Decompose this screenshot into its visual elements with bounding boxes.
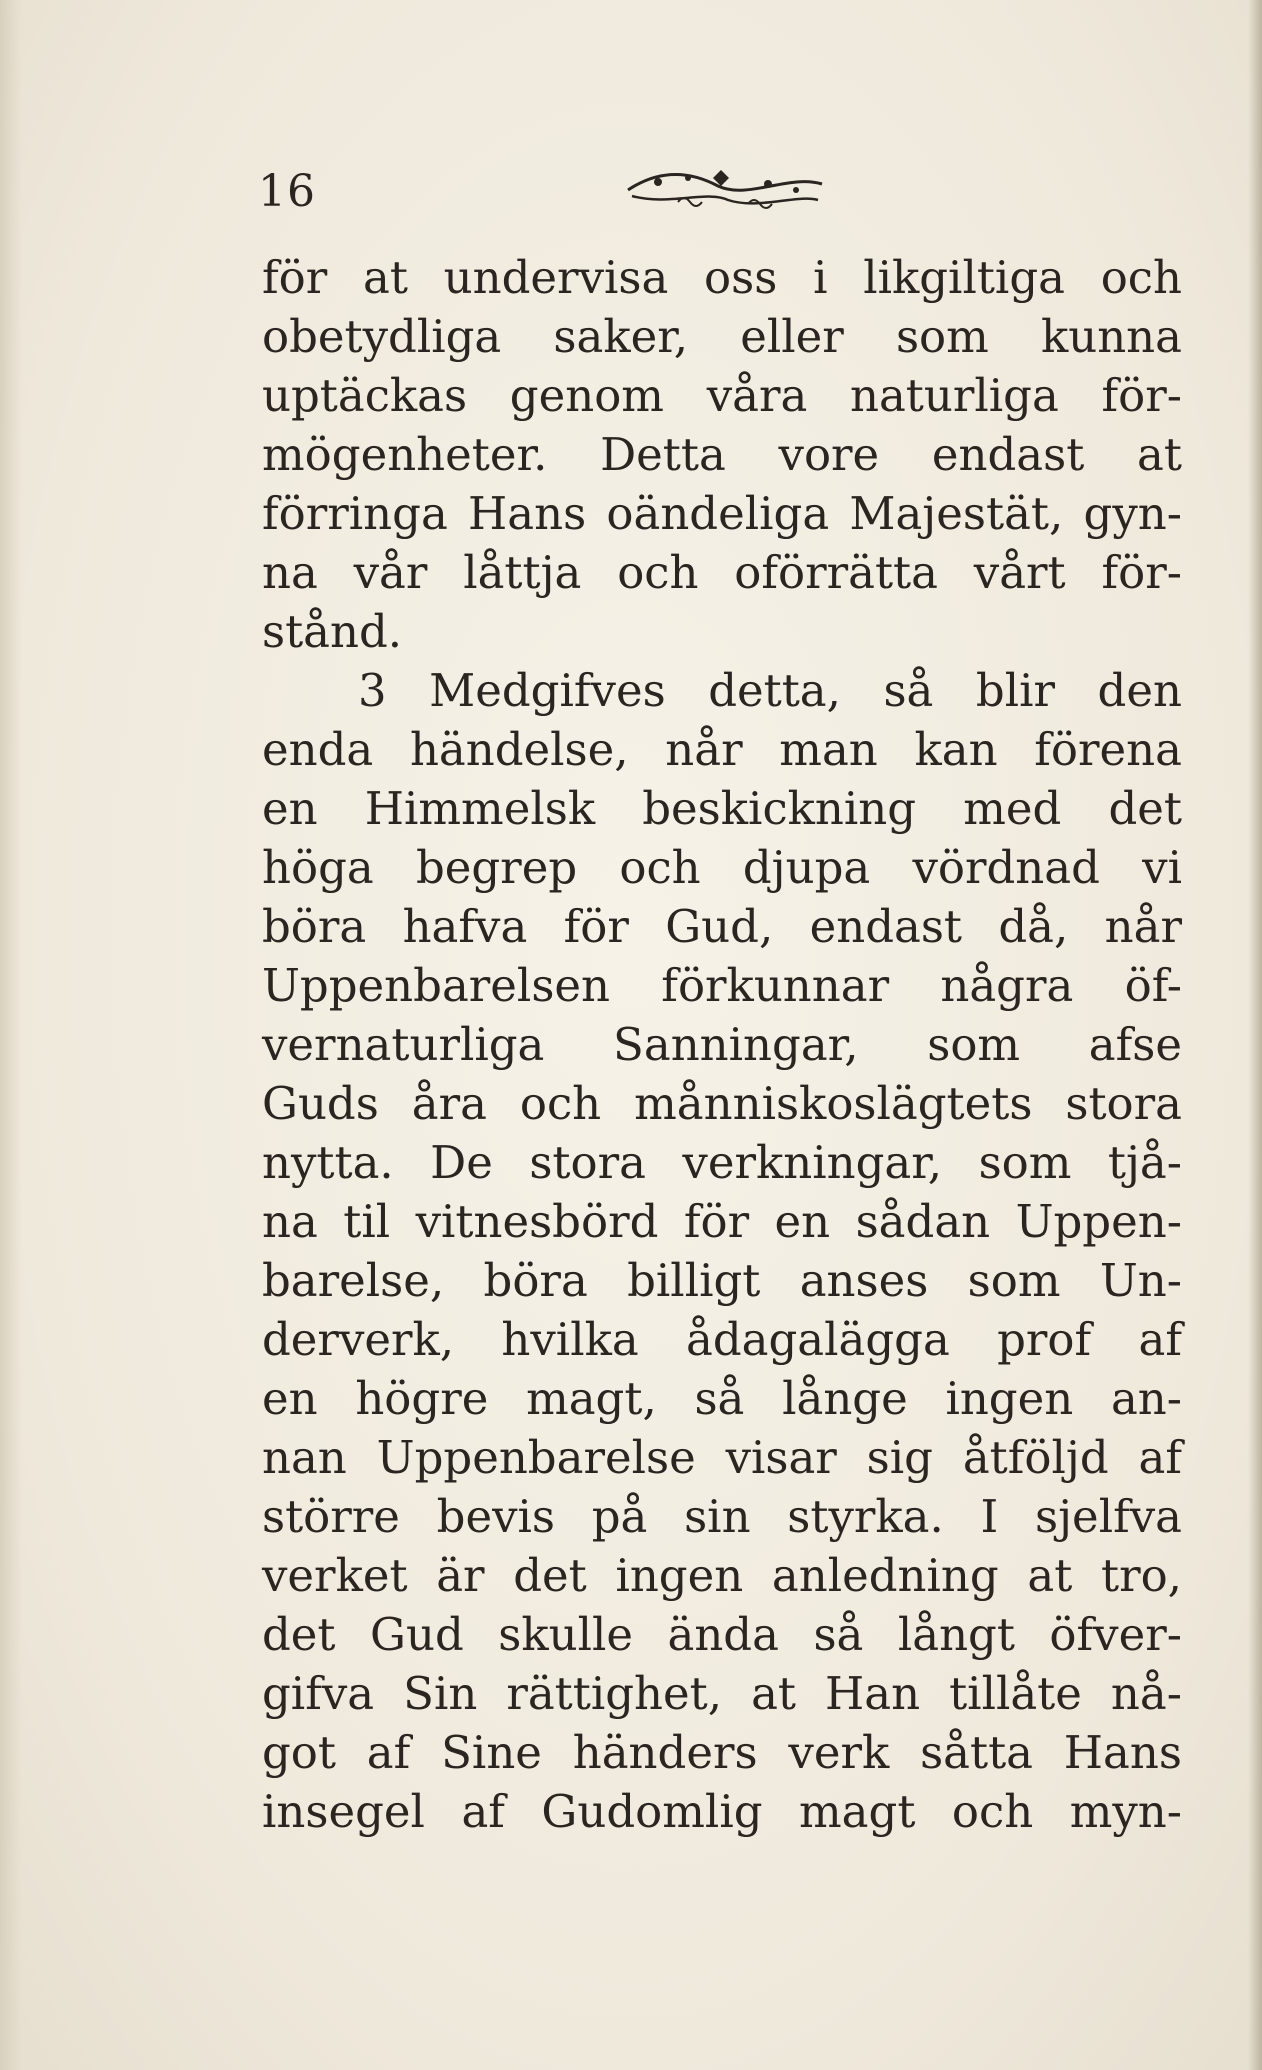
text-line: got af Sine händers verk såtta Hans <box>262 1726 1182 1779</box>
text-line: obetydliga saker, eller som kunna <box>262 310 1182 363</box>
text-line: nytta. De stora verkningar, som tjå- <box>262 1136 1182 1189</box>
text-line: förringa Hans oändeliga Majestät, gyn- <box>262 487 1182 540</box>
text-line: stånd. <box>262 605 403 658</box>
header-ornament <box>618 160 832 212</box>
body-text <box>262 248 1182 1841</box>
text-line: det Gud skulle ända så långt öfver- <box>262 1608 1182 1661</box>
text-line: Uppenbarelsen förkunnar några öf- <box>262 959 1182 1012</box>
text-line: böra hafva för Gud, endast då, når <box>262 900 1182 953</box>
text-line: enda händelse, når man kan förena <box>262 723 1182 776</box>
text-line: en högre magt, så långe ingen an- <box>262 1372 1182 1425</box>
text-line: större bevis på sin styrka. I sjelfva <box>262 1490 1182 1543</box>
text-line: nan Uppenbarelse visar sig åtföljd af <box>262 1431 1182 1484</box>
text-line: na til vitnesbörd för en sådan Uppen- <box>262 1195 1182 1248</box>
text-line: derverk, hvilka ådagalägga prof af <box>262 1313 1182 1366</box>
text-line: Guds åra och månniskoslägtets stora <box>262 1077 1182 1130</box>
text-line: insegel af Gudomlig magt och myn- <box>262 1785 1182 1838</box>
page-edge-left <box>0 0 22 2070</box>
text-line: na vår låttja och oförrätta vårt för- <box>262 546 1182 599</box>
text-line: för at undervisa oss i likgiltiga och <box>262 251 1182 304</box>
text-line: mögenheter. Detta vore endast at <box>262 428 1182 481</box>
text-line: gifva Sin rättighet, at Han tillåte nå- <box>262 1667 1182 1720</box>
text-line: verket är det ingen anledning at tro, <box>262 1549 1182 1602</box>
page-number: 16 <box>258 166 316 217</box>
text-line: vernaturliga Sanningar, som afse <box>262 1018 1182 1071</box>
text-line: höga begrep och djupa vördnad vi <box>262 841 1182 894</box>
text-line: en Himmelsk beskickning med det <box>262 782 1182 835</box>
text-line: uptäckas genom våra naturliga för- <box>262 369 1182 422</box>
page-edge-right <box>1248 0 1262 2070</box>
text-line: 3 Medgifves detta, så blir den <box>358 664 1182 717</box>
text-line: barelse, böra billigt anses som Un- <box>262 1254 1182 1307</box>
